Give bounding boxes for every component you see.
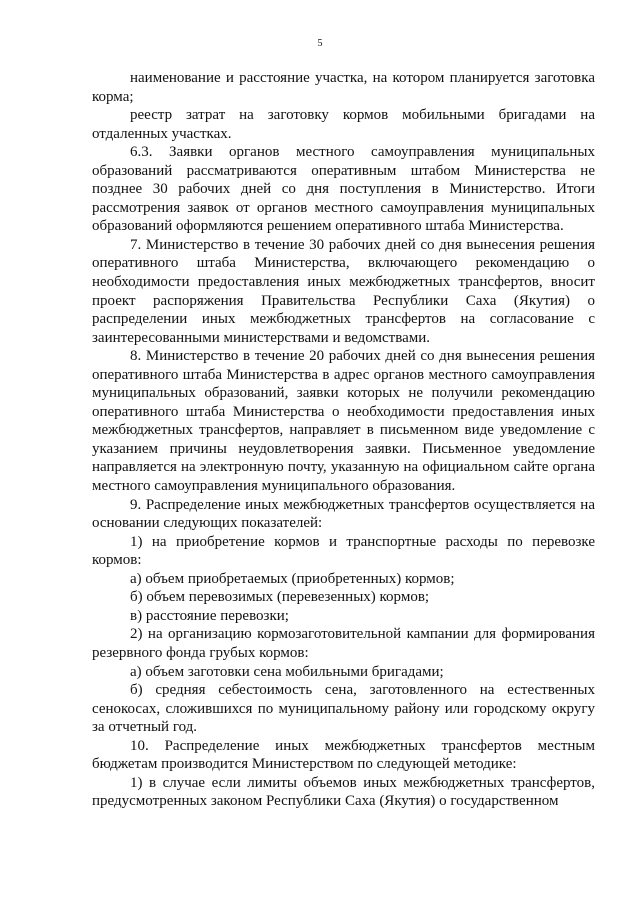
paragraph-9-1-b: б) объем перевозимых (перевезенных) кормов; — [130, 589, 430, 606]
paragraph-8: 8. Министерство в течение 20 рабочих дней со дня вынесения решения оперативного штаба Министерства в адрес органов местного самоуправления муниципальных образований, заявки которых не получили рекомендацию оперативного штаба Министерства о необходимости предоставления иных межбюджетных трансфертов, направляет в письменном виде уведомление с указанием причины неудовлетворения заявки. Письменное уведомление направляется на электронную почту, указанную на официальном сайте органа местного самоуправления муниципального образования. — [92, 348, 595, 495]
paragraph-9-2-b: б) средняя себестоимость сена, заготовленного на естественных сенокосах, сложившихся по муниципальному району или городскому округу за отчетный год. — [92, 682, 595, 736]
paragraph-9-2: 2) на организацию кормозаготовительной кампании для формирования резервного фонда грубых кормов: — [92, 626, 595, 661]
document-body — [92, 69, 595, 811]
paragraph-10: 10. Распределение иных межбюджетных трансфертов местным бюджетам производится Министерством по следующей методике: — [92, 737, 595, 773]
paragraph-9: 9. Распределение иных межбюджетных трансфертов осуществляется на основании следующих показателей: — [92, 496, 595, 532]
paragraph-9-1-a: а) объем приобретаемых (приобретенных) кормов; — [130, 570, 455, 587]
paragraph-9-1-v: в) расстояние перевозки; — [130, 607, 289, 624]
paragraph-10-1: 1) в случае если лимиты объемов иных межбюджетных трансфертов, предусмотренных законом Республики Саха (Якутия) о государственном — [92, 774, 595, 810]
paragraph-cost-register: реестр затрат на заготовку кормов мобильными бригадами на отдаленных участках. — [92, 107, 595, 142]
paragraph-6-3: 6.3. Заявки органов местного самоуправления муниципальных образований рассматриваются оперативным штабом Министерства не позднее 30 рабочих дней со дня поступления в Министерство. Итоги рассмотрения заявок от органов местного самоуправления муниципальных образований оформляются решением оперативного штаба Министерства. — [92, 144, 595, 235]
paragraph-9-1: 1) на приобретение кормов и транспортные расходы по перевозке кормов: — [92, 533, 595, 569]
paragraph-7: 7. Министерство в течение 30 рабочих дней со дня вынесения решения оперативного штаба Министерства, включающего рекомендацию о необходимости предоставления иных межбюджетных трансфертов, вносит проект распоряжения Правительства Республики Саха (Якутия) о распределении иных межбюджетных трансфертов на согласование с заинтересованными министерствами и ведомствами. — [92, 236, 595, 346]
paragraph-location-name: наименование и расстояние участка, на котором планируется заготовка корма; — [92, 70, 595, 105]
paragraph-9-2-a: а) объем заготовки сена мобильными бригадами; — [130, 663, 444, 680]
page-number: 5 — [317, 38, 323, 49]
